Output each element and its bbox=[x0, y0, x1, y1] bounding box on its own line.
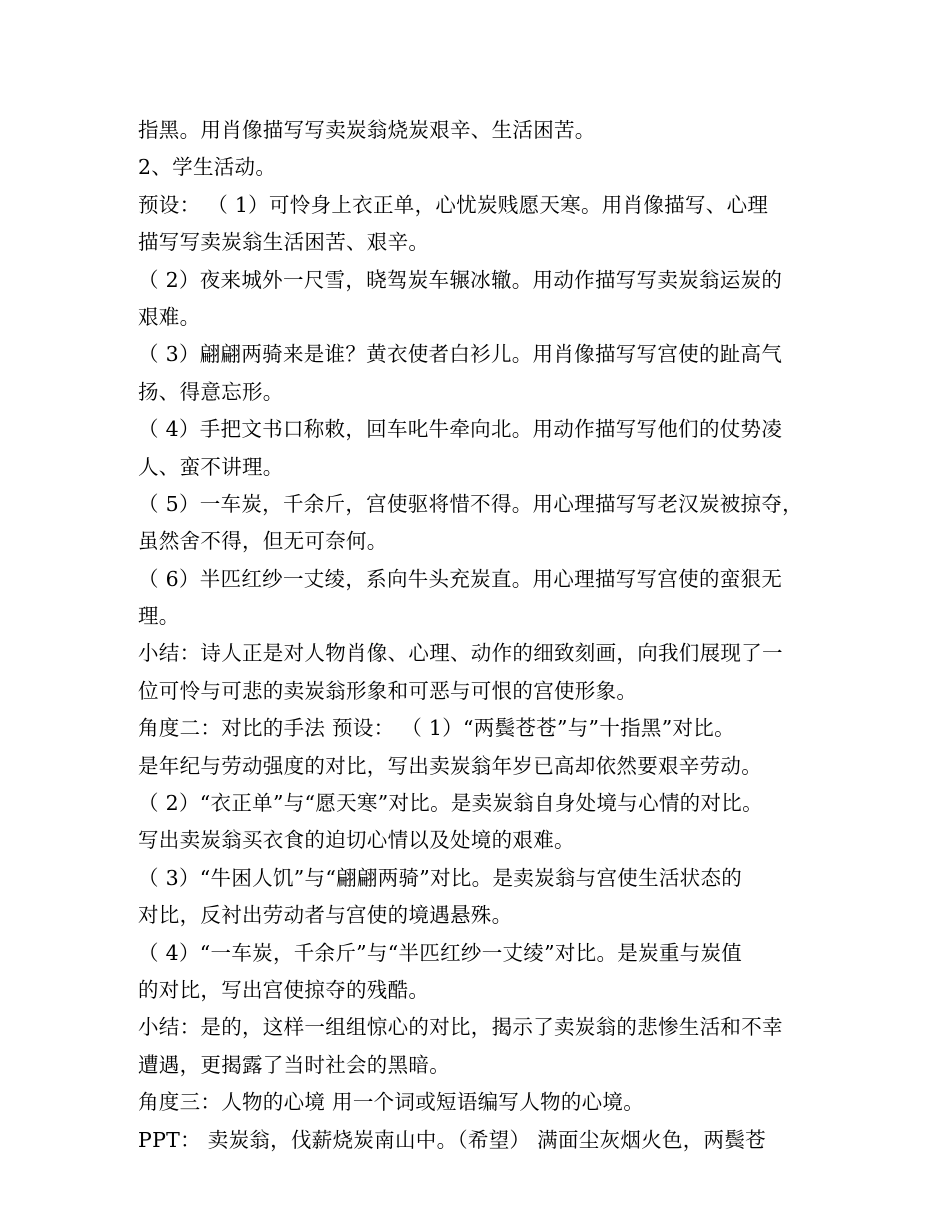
text-line: （ 4）“一车炭，千余斤”与“半匹红纱一丈绫”对比。是炭重与炭值 bbox=[138, 940, 743, 965]
text-line: 理。 bbox=[138, 604, 180, 629]
text-line: （ 4）手把文书口称敕，回车叱牛牵向北。用动作描写写他们的仗势凌 bbox=[138, 417, 783, 442]
text-line: （ 3）翩翩两骑来是谁？黄衣使者白衫儿。用肖像描写写宫使的趾高气 bbox=[138, 342, 783, 367]
text-line: 扬、得意忘形。 bbox=[138, 379, 284, 404]
text-line: （ 6）半匹红纱一丈绫，系向牛头充炭直。用心理描写写宫使的蛮狠无 bbox=[138, 566, 783, 591]
text-line: （ 2）夜来城外一尺雪，晓驾炭车辗冰辙。用动作描写写卖炭翁运炭的 bbox=[138, 267, 783, 292]
text-line: 遭遇，更揭露了当时社会的黑暗。 bbox=[138, 1052, 450, 1077]
text-line: 写出卖炭翁买衣食的迫切心情以及处境的艰难。 bbox=[138, 828, 575, 853]
text-body bbox=[138, 112, 828, 1159]
text-line: （ 5）一车炭，千余斤，宫使驱将惜不得。用心理描写写老汉炭被掠夺， bbox=[138, 491, 803, 516]
text-line: 虽然舍不得，但无可奈何。 bbox=[138, 529, 388, 554]
text-line: 描写写卖炭翁生活困苦、艰辛。 bbox=[138, 230, 430, 255]
text-line: 对比，反衬出劳动者与宫使的境遇悬殊。 bbox=[138, 903, 513, 928]
text-line: 小结：诗人正是对人物肖像、心理、动作的细致刻画，向我们展现了一 bbox=[138, 641, 783, 666]
text-line: 的对比，写出宫使掠夺的残酷。 bbox=[138, 977, 430, 1002]
text-line: （ 3）“牛困人饥”与“翩翩两骑”对比。是卖炭翁与宫使生活状态的 bbox=[138, 865, 743, 890]
text-line: PPT： 卖炭翁，伐薪烧炭南山中。（希望） 满面尘灰烟火色，两鬓苍 bbox=[138, 1127, 766, 1152]
text-line: 艰难。 bbox=[138, 304, 201, 329]
text-line: 角度二：对比的手法 预设： （ 1）“两鬓苍苍”与”十指黑”对比。 bbox=[138, 716, 735, 741]
text-line: 指黑。用肖像描写写卖炭翁烧炭艰辛、生活困苦。 bbox=[138, 118, 596, 142]
text-line: （ 2）“衣正单”与“愿天寒”对比。是卖炭翁自身处境与心情的对比。 bbox=[138, 791, 763, 816]
text-line: 2、学生活动。 bbox=[138, 155, 277, 180]
text-line: 人、蛮不讲理。 bbox=[138, 454, 284, 479]
text-line: 小结：是的，这样一组组惊心的对比，揭示了卖炭翁的悲惨生活和不幸 bbox=[138, 1015, 783, 1040]
text-line: 预设： （ 1）可怜身上衣正单，心忧炭贱愿天寒。用肖像描写、心理 bbox=[138, 192, 769, 217]
text-line: 是年纪与劳动强度的对比，写出卖炭翁年岁已高却依然要艰辛劳动。 bbox=[138, 753, 762, 778]
text-line: 角度三：人物的心境 用一个词或短语编写人物的心境。 bbox=[138, 1090, 645, 1115]
text-line: 位可怜与可悲的卖炭翁形象和可恶与可恨的宫使形象。 bbox=[138, 678, 638, 703]
